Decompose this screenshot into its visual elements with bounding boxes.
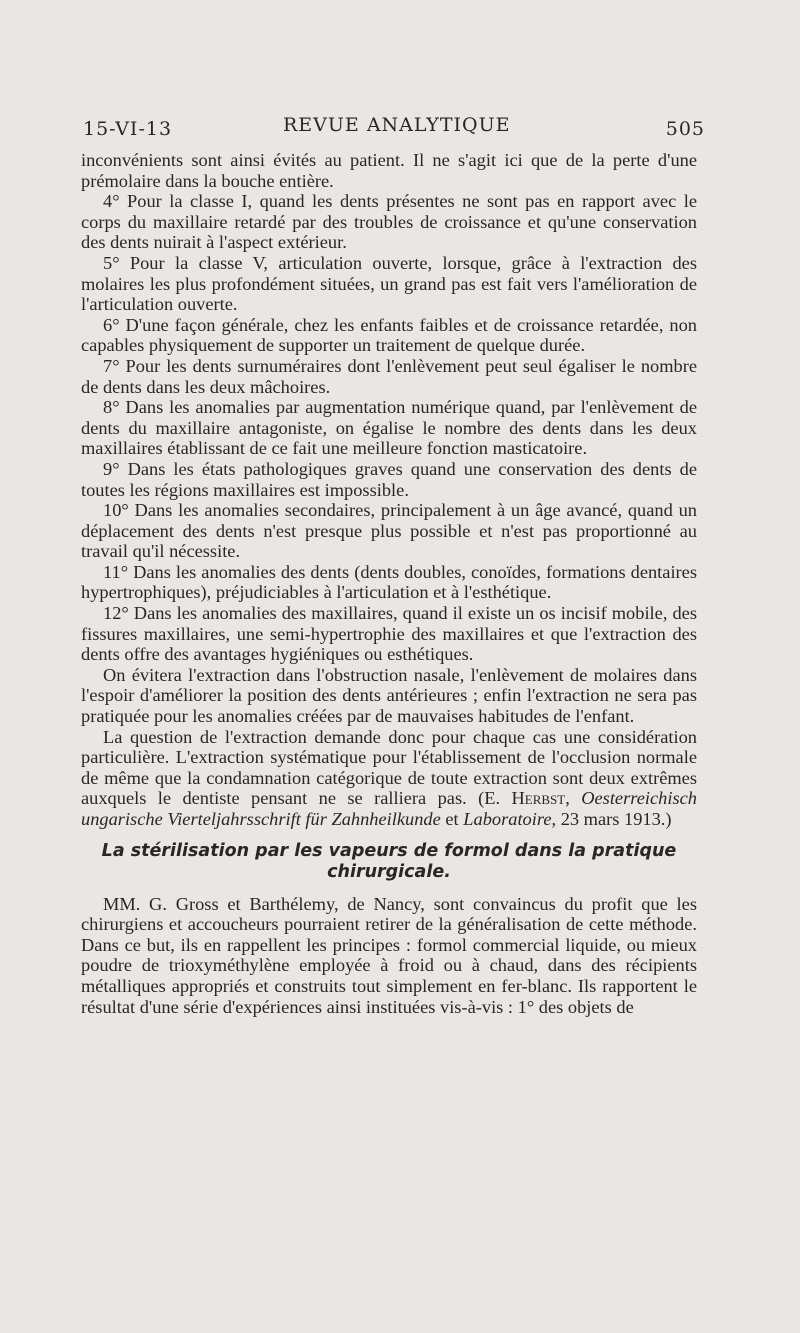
list-item-8: 8° Dans les anomalies par augmentation numérique quand, par l'enlèvement de dents du maxillaire antagoniste, on égalise le nombre des dents dans les deux maxillaires établissant de ce fait une meilleure fonction masticatoire. [81, 397, 697, 459]
list-item-4: 4° Pour la classe I, quand les dents présentes ne sont pas en rapport avec le corps du maxillaire retardé par des troubles de croissance et qu'une conservation des dents nuirait à l'aspect extérieur. [81, 191, 697, 253]
conclusion-text: La question de l'extraction demande donc pour chaque cas une considération particulière. L'extraction systématique pour l'établissement de l'occlusion normale de même que la condamnation catégorique de toute extraction sont deux extrêmes auxquels le dentiste pensant ne se ralliera pas. (E. [81, 726, 697, 809]
list-item-5: 5° Pour la classe V, articulation ouverte, lorsque, grâce à l'extraction des molaires les plus profondément situées, un grand pas est fait vers l'amélioration de l'articulation ouverte. [81, 252, 697, 315]
paragraph-continuation: inconvénients sont ainsi évités au patient. Il ne s'agit ici que de la perte d'une prémolaire dans la bouche entière. [81, 150, 697, 191]
citation-author: Herbst [511, 788, 566, 809]
section-paragraph: MM. G. Gross et Barthélemy, de Nancy, sont convaincus du profit que les chirurgiens et accoucheurs pourraient retirer de la généralisation de cette méthode. Dans ce but, ils en rappellent les principes : formol commercial liquide, ou mieux poudre de trioxyméthylène employée à froid ou à chaud, dans des récipients métalliques appropriés et construits tout simplement en fer-blanc. Ils rapportent le résultat d'une série d'expériences ainsi instituées vis-à-vis : 1° des objets de [81, 893, 697, 1017]
list-item-6: 6° D'une façon générale, chez les enfants faibles et de croissance retardée, non capables physiquement de supporter un traitement de quelque durée. [81, 314, 697, 356]
list-item-11: 11° Dans les anomalies des dents (dents doubles, conoïdes, formations dentaires hypertrophiques), préjudiciables à l'articulation et à l'esthétique. [81, 561, 697, 603]
page-body [81, 150, 697, 1017]
paragraph-conclusion: La question de l'extraction demande donc pour chaque cas une considération particulière. L'extraction systématique pour l'établissement de l'occlusion normale de même que la condamnation catégorique de toute extraction sont deux extrêmes auxquels le dentiste pensant ne se ralliera pas. (E. Herbst, Oesterreichisch ungarische Vierteljahrsschrift für Zahnheilkunde et Laboratoire, 23 mars 1913.) [81, 726, 697, 829]
citation-journal: Oesterreichisch ungarische Vierteljahrsschrift für Zahnheilkunde [81, 788, 697, 829]
page-number: 505 [665, 118, 705, 140]
section-title: La stérilisation par les vapeurs de formol dans la pratique chirurgicale. [101, 840, 677, 882]
header-title: REVUE ANALYTIQUE [283, 114, 511, 136]
citation-date: , 23 mars 1913.) [551, 809, 672, 829]
paragraph-avoid-extraction: On évitera l'extraction dans l'obstruction nasale, l'enlèvement de molaires dans l'espoir d'améliorer la position des dents antérieures ; enfin l'extraction ne sera pas pratiquée pour les anomalies créées par de mauvaises habitudes de l'enfant. [81, 664, 697, 727]
citation-and: et [445, 809, 459, 829]
header-date: 15-VI-13 [83, 118, 173, 140]
list-item-10: 10° Dans les anomalies secondaires, principalement à un âge avancé, quand un déplacement des dents n'est presque plus possible et n'est pas proportionné au travail qu'il nécessite. [81, 500, 697, 562]
list-item-7: 7° Pour les dents surnuméraires dont l'enlèvement peut seul égaliser le nombre de dents dans les deux mâchoires. [81, 355, 697, 397]
list-item-9: 9° Dans les états pathologiques graves quand une conservation des dents de toutes les régions maxillaires est impossible. [81, 458, 697, 500]
running-header [83, 114, 705, 144]
list-item-12: 12° Dans les anomalies des maxillaires, quand il existe un os incisif mobile, des fissures maxillaires, une semi-hypertrophie des maxillaires et que l'extraction des dents offre des avantages hygiéniques ou esthétiques. [81, 603, 697, 665]
citation-journal-2: Laboratoire [463, 809, 552, 829]
